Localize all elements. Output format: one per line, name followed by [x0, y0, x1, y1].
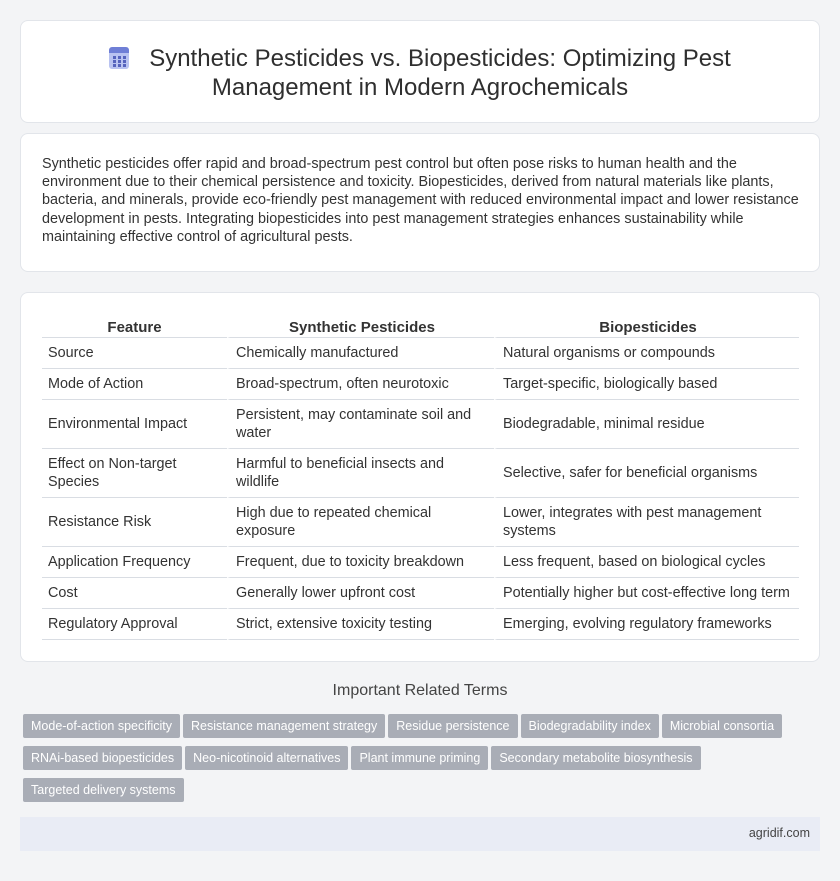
cell-bio: Emerging, evolving regulatory frameworks	[494, 609, 799, 640]
cell-bio: Lower, integrates with pest management systems	[494, 498, 799, 547]
cell-synthetic: Generally lower upfront cost	[227, 578, 494, 609]
tag-link[interactable]: Plant immune priming	[351, 746, 488, 770]
cell-synthetic: Harmful to beneficial insects and wildlife	[227, 449, 494, 498]
related-terms-heading: Important Related Terms	[332, 682, 508, 699]
cell-synthetic: Strict, extensive toxicity testing	[227, 609, 494, 640]
title-line-2: Management in Modern Agrochemicals	[211, 74, 629, 101]
header-feature: Feature	[42, 315, 227, 338]
footer-site-link[interactable]: agridif.com	[748, 826, 810, 840]
table-row	[42, 578, 799, 609]
header-bio: Biopesticides	[494, 315, 799, 338]
header-synthetic: Synthetic Pesticides	[227, 315, 494, 338]
tag-link[interactable]: Biodegradability index	[521, 714, 659, 738]
tag-link[interactable]: Mode-of-action specificity	[23, 714, 180, 738]
table-row	[42, 369, 799, 400]
cell-feature: Regulatory Approval	[42, 609, 227, 640]
cell-bio: Less frequent, based on biological cycles	[494, 547, 799, 578]
page-title	[21, 44, 819, 102]
cell-bio: Biodegradable, minimal residue	[494, 400, 799, 449]
table-row	[42, 400, 799, 449]
table-row	[42, 547, 799, 578]
tag-link[interactable]: Microbial consortia	[662, 714, 782, 738]
title-line-1: Synthetic Pesticides vs. Biopesticides: Optimizing Pest	[149, 45, 731, 72]
table-row	[42, 338, 799, 369]
table-row	[42, 449, 799, 498]
summary-card	[20, 133, 820, 272]
cell-feature: Application Frequency	[42, 547, 227, 578]
cell-feature: Resistance Risk	[42, 498, 227, 547]
cell-bio: Natural organisms or compounds	[494, 338, 799, 369]
cell-synthetic: Chemically manufactured	[227, 338, 494, 369]
cell-feature: Effect on Non-target Species	[42, 449, 227, 498]
summary-text: Synthetic pesticides offer rapid and broad-spectrum pest control but often pose risks to human health and the environment due to their chemical persistence and toxicity. Biopesticides, derived from natural materials like plants, bacteria, and minerals, provide eco-friendly pest management with reduced environmental impact and lower resistance development in pests. Integrating biopesticides into pest management strategies enhances sustainability while maintaining effective control of agricultural pests.	[42, 156, 799, 245]
comparison-table	[42, 315, 799, 640]
cell-feature: Mode of Action	[42, 369, 227, 400]
cell-synthetic: Persistent, may contaminate soil and water	[227, 400, 494, 449]
tag-link[interactable]: Resistance management strategy	[183, 714, 385, 738]
cell-synthetic: High due to repeated chemical exposure	[227, 498, 494, 547]
table-header-row	[42, 315, 799, 338]
comparison-table-card	[20, 292, 820, 662]
tag-link[interactable]: Targeted delivery systems	[23, 778, 184, 802]
tag-link[interactable]: Neo-nicotinoid alternatives	[185, 746, 348, 770]
cell-feature: Environmental Impact	[42, 400, 227, 449]
cell-bio: Target-specific, biologically based	[494, 369, 799, 400]
related-terms-tags	[23, 714, 803, 810]
table-row	[42, 498, 799, 547]
title-card	[20, 20, 820, 123]
cell-synthetic: Broad-spectrum, often neurotoxic	[227, 369, 494, 400]
cell-bio: Selective, safer for beneficial organisms	[494, 449, 799, 498]
cell-synthetic: Frequent, due to toxicity breakdown	[227, 547, 494, 578]
tag-link[interactable]: Residue persistence	[388, 714, 517, 738]
tag-link[interactable]: Secondary metabolite biosynthesis	[491, 746, 700, 770]
cell-feature: Source	[42, 338, 227, 369]
calendar-grid-icon	[109, 47, 129, 69]
table-row	[42, 609, 799, 640]
cell-bio: Potentially higher but cost-effective long term	[494, 578, 799, 609]
footer	[20, 817, 820, 851]
cell-feature: Cost	[42, 578, 227, 609]
tag-link[interactable]: RNAi-based biopesticides	[23, 746, 182, 770]
